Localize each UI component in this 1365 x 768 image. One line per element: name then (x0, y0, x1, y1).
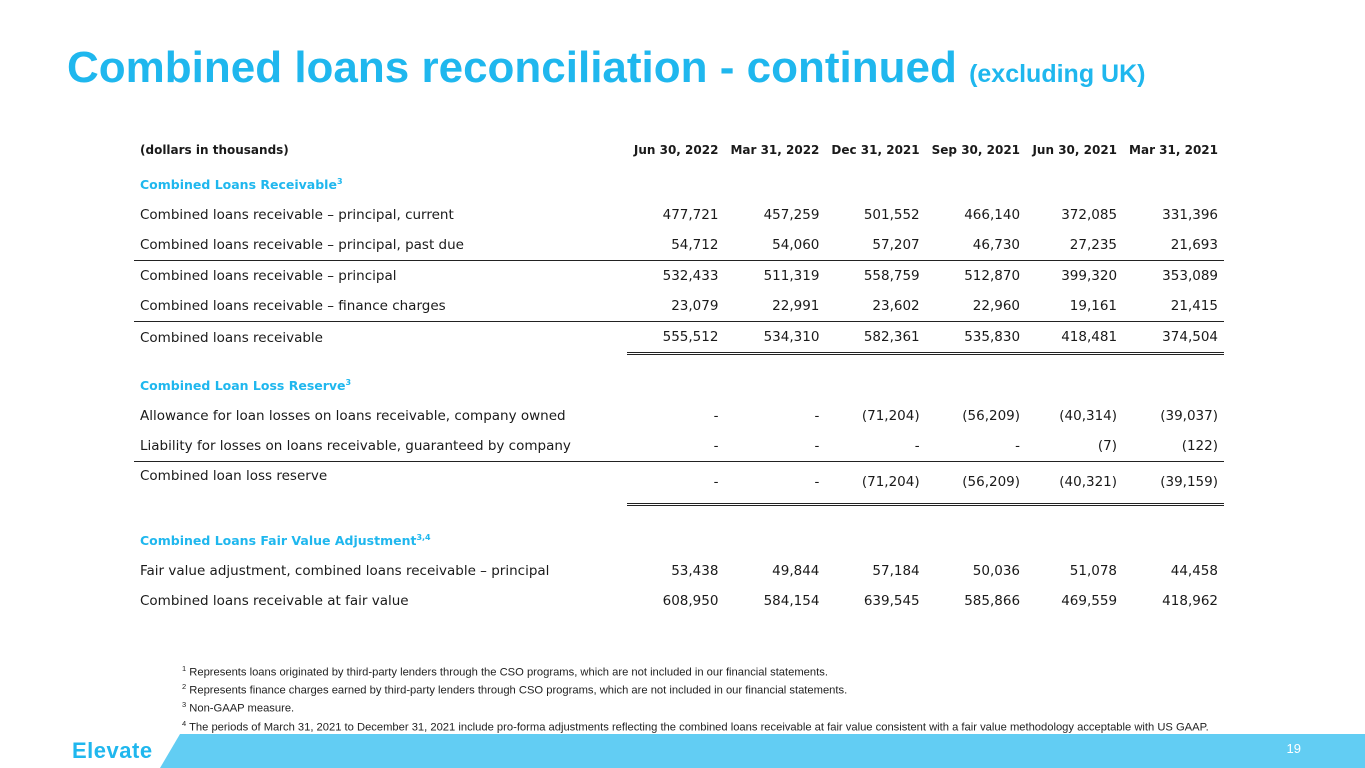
table-row (134, 291, 1224, 322)
cell-value: (71,204) (861, 408, 920, 424)
cell-value: 50,036 (972, 562, 1021, 579)
section-title-fair-value: Combined Loans Fair Value Adjustment$^{3,4}$ (140, 532, 431, 549)
cell-value: 477,721 (662, 207, 719, 223)
cell-value: 22,991 (724, 291, 825, 322)
section-heading-row (134, 520, 1224, 556)
col-header-jun-2021: Jun 30, 2021 (1032, 143, 1118, 157)
cell-value: 582,361 (825, 322, 925, 354)
row-label: Combined loans receivable (140, 329, 323, 346)
col-header-dec-2021: Dec 31, 2021 (831, 143, 920, 157)
table-row (134, 556, 1224, 586)
cell-value: 418,481 (1026, 322, 1123, 354)
cell-value: 57,184 (872, 562, 920, 579)
footnote: $^1$ Represents loans originated by third-party lenders through the CSO programs, which are not included in our financial statements. (182, 664, 828, 679)
col-header-mar-2022: Mar 31, 2022 (730, 143, 820, 157)
cell-value: 21,415 (1123, 291, 1224, 322)
cell-value: 44,458 (1170, 562, 1218, 579)
cell-value: 353,089 (1162, 268, 1218, 284)
table-total-row (134, 462, 1224, 505)
units-label: (dollars in thousands) (140, 143, 289, 157)
col-header-mar-2021: Mar 31, 2021 (1129, 143, 1218, 157)
cell-value: 49,844 (772, 562, 820, 579)
row-label: Combined loans receivable – finance charges (134, 291, 627, 322)
row-label: Allowance for loan losses on loans receivable, company owned (140, 408, 566, 424)
cell-value: 57,207 (825, 230, 925, 261)
cell-value: - (627, 462, 724, 505)
row-label: Fair value adjustment, combined loans receivable – principal (140, 562, 550, 579)
table-row (134, 401, 1224, 431)
reconciliation-table (134, 136, 1224, 616)
cell-value: 54,712 (627, 230, 724, 261)
cell-value: 399,320 (1061, 268, 1118, 284)
cell-value: 512,870 (964, 268, 1021, 284)
page-number: 19 (1286, 741, 1301, 756)
section-heading-row (134, 164, 1224, 200)
row-label: Liability for losses on loans receivable, guaranteed by company (134, 431, 627, 462)
footer-bar-edge (160, 734, 180, 768)
cell-value: 532,433 (662, 268, 719, 284)
cell-value: (56,209) (962, 408, 1021, 424)
cell-value: 418,962 (1162, 592, 1218, 609)
cell-value: 501,552 (863, 207, 920, 223)
cell-value: (39,159) (1123, 462, 1224, 505)
cell-value: 466,140 (964, 207, 1021, 223)
cell-value: (71,204) (825, 462, 925, 505)
cell-value: (56,209) (926, 462, 1026, 505)
table-row (134, 431, 1224, 462)
cell-value: 535,830 (926, 322, 1026, 354)
cell-value: 53,438 (671, 562, 719, 579)
cell-value: 19,161 (1026, 291, 1123, 322)
table-total-row (134, 322, 1224, 354)
table-row (134, 261, 1224, 292)
cell-value: 534,310 (724, 322, 825, 354)
cell-value: (39,037) (1160, 408, 1218, 424)
table-row (134, 200, 1224, 230)
cell-value: 23,079 (627, 291, 724, 322)
cell-value: 511,319 (763, 268, 820, 284)
cell-value: 558,759 (863, 268, 920, 284)
section-heading-row (134, 365, 1224, 401)
cell-value: - (724, 431, 825, 462)
row-label: Combined loan loss reserve (140, 468, 328, 484)
cell-value: - (814, 408, 820, 424)
cell-value: (7) (1026, 431, 1123, 462)
cell-value: - (627, 431, 724, 462)
cell-value: 585,866 (964, 592, 1021, 609)
col-header-sep-2021: Sep 30, 2021 (931, 143, 1021, 157)
title-subtitle: (excluding UK) (969, 60, 1146, 88)
footnote: $^4$ The periods of March 31, 2021 to December 31, 2021 include pro-forma adjustments reflecting the combined loans receivable at fair value consistent with a fair value methodology acceptable with US GAAP. (182, 718, 1209, 734)
footnote: $^3$ Non-GAAP measure. (182, 700, 295, 716)
elevate-logo: Elevate (72, 738, 153, 763)
cell-value: (40,321) (1026, 462, 1123, 505)
table-row (134, 230, 1224, 261)
cell-value: - (926, 431, 1026, 462)
row-label: Combined loans receivable – principal, past due (134, 230, 627, 261)
footnotes (182, 662, 1209, 735)
cell-value: 374,504 (1123, 322, 1224, 354)
table-header-row (134, 136, 1224, 164)
row-label: Combined loans receivable – principal, current (140, 207, 454, 223)
page-title (67, 42, 1145, 100)
cell-value: 608,950 (662, 592, 719, 609)
cell-value: 331,396 (1162, 207, 1218, 223)
spacer-row (134, 504, 1224, 520)
footnote: $^2$ Represents finance charges earned by third-party lenders through CSO programs, which are not included in our financial statements. (182, 682, 848, 697)
cell-value: 54,060 (724, 230, 825, 261)
cell-value: - (713, 408, 719, 424)
footer-bar (180, 734, 1365, 768)
cell-value: 584,154 (763, 592, 820, 609)
row-label: Combined loans receivable – principal (140, 268, 397, 284)
cell-value: 555,512 (627, 322, 724, 354)
cell-value: 457,259 (763, 207, 820, 223)
cell-value: 469,559 (1061, 592, 1118, 609)
cell-value: 21,693 (1123, 230, 1224, 261)
cell-value: 51,078 (1069, 562, 1118, 579)
cell-value: 639,545 (863, 592, 920, 609)
section-title-loss-reserve: Combined Loan Loss Reserve$^3$ (140, 378, 352, 394)
cell-value: - (825, 431, 925, 462)
section-title-receivable: Combined Loans Receivable$^3$ (140, 177, 343, 193)
spacer-row (134, 354, 1224, 366)
col-header-jun-2022: Jun 30, 2022 (633, 143, 719, 157)
row-label: Combined loans receivable at fair value (140, 592, 409, 609)
cell-value: 23,602 (825, 291, 925, 322)
title-main: Combined loans reconciliation - continued (67, 43, 957, 92)
cell-value: - (724, 462, 825, 505)
cell-value: (122) (1123, 431, 1224, 462)
table-row (134, 586, 1224, 616)
cell-value: 27,235 (1026, 230, 1123, 261)
cell-value: 372,085 (1061, 207, 1118, 223)
cell-value: 46,730 (926, 230, 1026, 261)
cell-value: 22,960 (926, 291, 1026, 322)
cell-value: (40,314) (1059, 408, 1118, 424)
